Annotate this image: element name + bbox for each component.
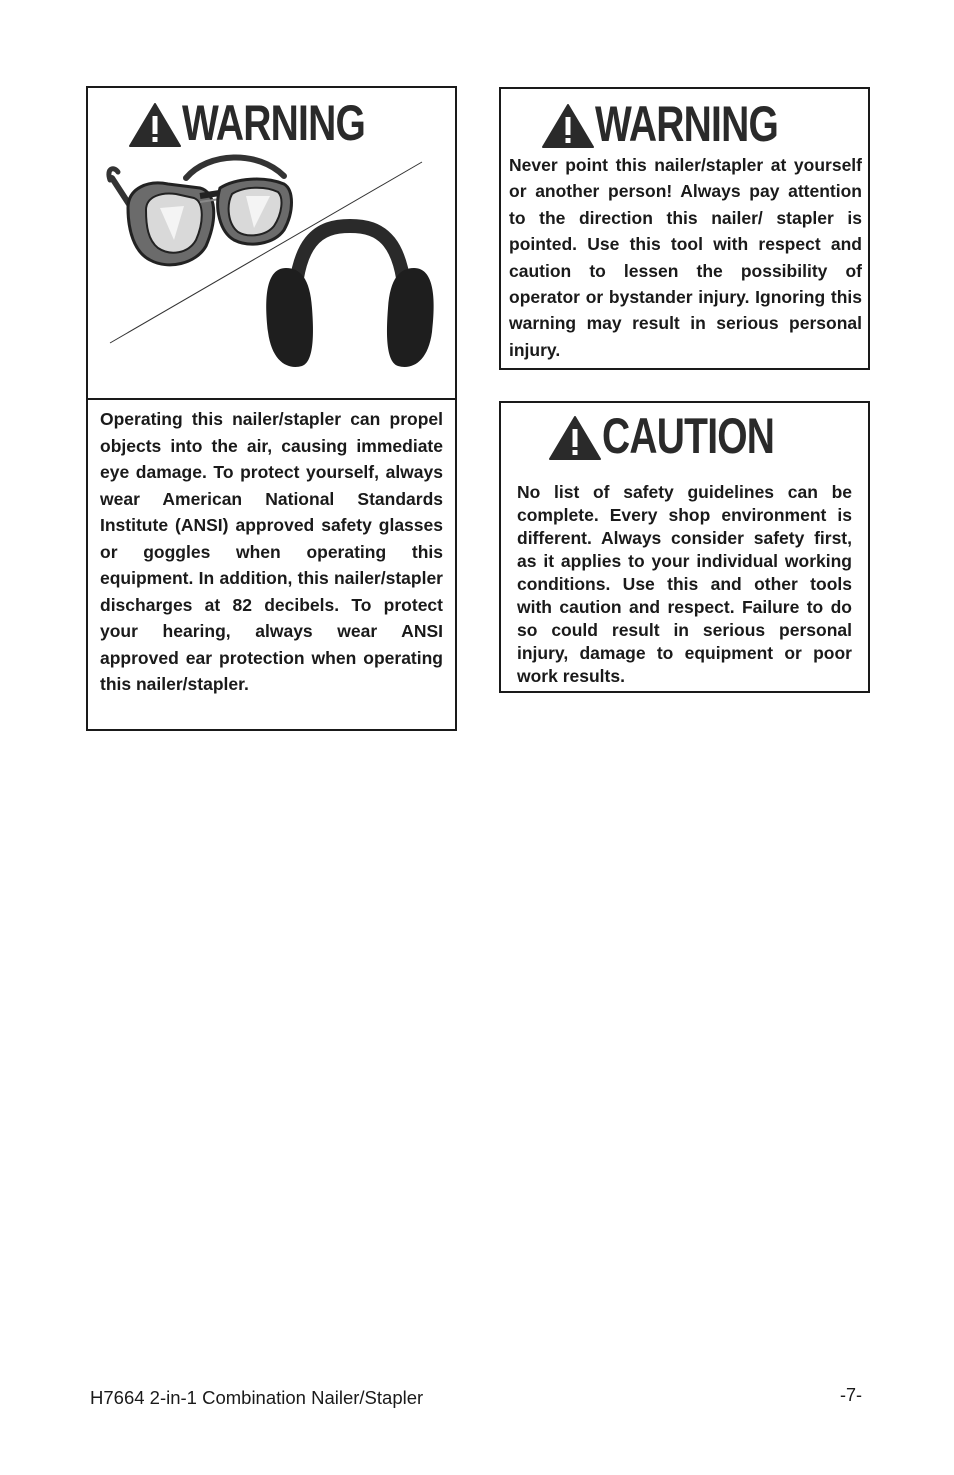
box-divider bbox=[88, 398, 455, 400]
warning-triangle-icon bbox=[548, 415, 602, 461]
safety-glasses-icon bbox=[109, 157, 292, 264]
page-number: -7- bbox=[840, 1385, 862, 1405]
warning-title: WARNING bbox=[182, 95, 366, 151]
warning-title: WARNING bbox=[595, 96, 779, 152]
caution-text: No list of safety guidelines can be complete. Every shop environment is different. Always consider safety first, as it applies to your individual working conditions. Use this and other tools with caution and respect. Failure to do so could result in serious personal injury, damage to equipment or poor work results. bbox=[517, 482, 852, 686]
warning-header bbox=[128, 95, 417, 151]
warning-triangle-icon bbox=[541, 103, 595, 149]
ear-muffs-icon bbox=[266, 226, 433, 367]
warning-header bbox=[541, 96, 830, 152]
caution-box bbox=[499, 401, 870, 693]
footer-title: H7664 2-in-1 Combination Nailer/Stapler bbox=[90, 1387, 424, 1408]
safety-illustration bbox=[88, 148, 455, 398]
caution-title: CAUTION bbox=[602, 408, 775, 464]
pointing-warning-text: Never point this nailer/stapler at yourself or another person! Always pay attention to the direction this nailer/ stapler is pointed. Use this tool with respect and caution to lessen the possibility of operator or bystander injury. Ignoring this warning may result in serious personal injury. bbox=[509, 155, 862, 360]
caution-header bbox=[548, 408, 823, 464]
eye-ear-warning-box bbox=[86, 86, 457, 731]
pointing-warning-box bbox=[499, 87, 870, 370]
warning-triangle-icon bbox=[128, 102, 182, 148]
eye-ear-warning-text: Operating this nailer/stapler can propel objects into the air, causing immediate eye damage. To protect yourself, always wear American National Standards Institute (ANSI) approved safety glasses or goggles when operating this equipment. In addition, this nailer/stapler discharges at 82 decibels. To protect your hearing, always wear ANSI approved ear protection when operating this nailer/stapler. bbox=[100, 409, 443, 694]
